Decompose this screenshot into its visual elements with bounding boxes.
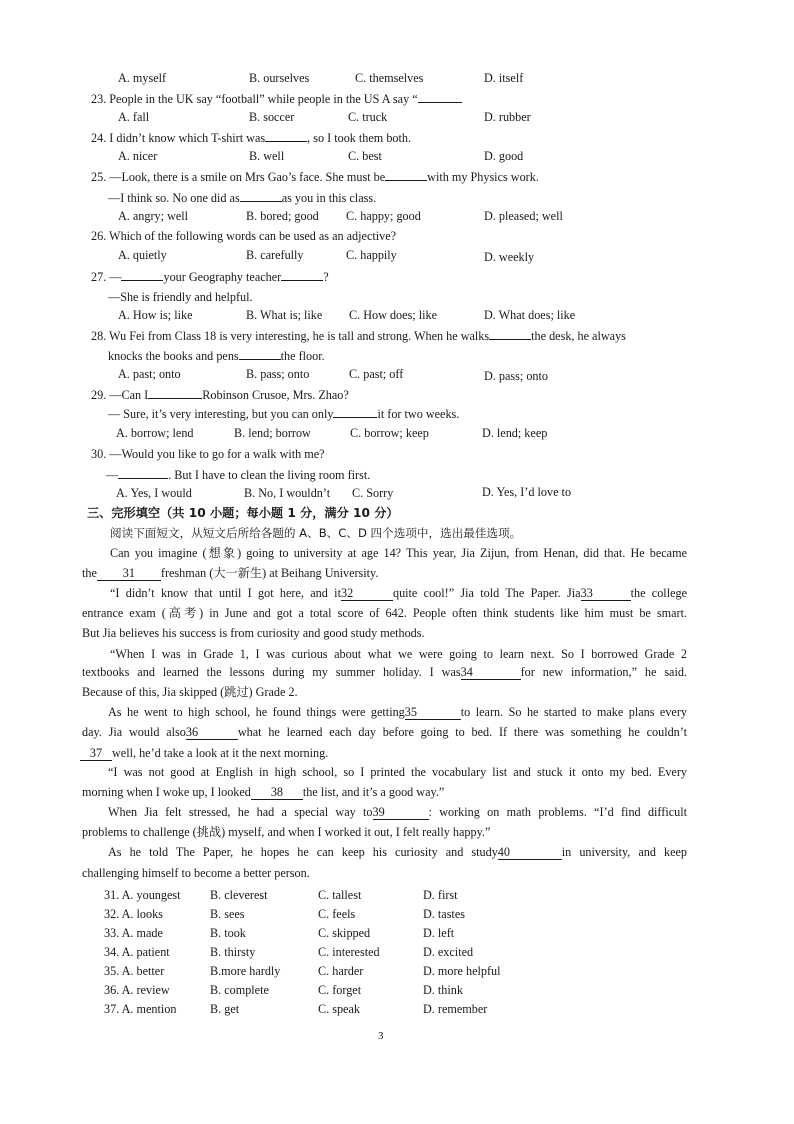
passage-line: 37 well, he’d take a look at it the next morning.	[80, 745, 328, 761]
cloze-option: B. cleverest	[210, 888, 268, 902]
passage-line: morning when I woke up, I looked 38 the list, and it’s a good way.”	[82, 785, 445, 799]
q26-stem: 26. Which of the following words can be used as an adjective?	[91, 229, 397, 243]
option-d: D. itself	[484, 71, 524, 85]
cloze-option: C. tallest	[318, 888, 362, 902]
cloze-option: C. skipped	[318, 926, 371, 940]
q29-stem: 29. —Can I Robinson Crusoe, Mrs. Zhao?	[91, 388, 349, 402]
passage-line: entrance exam (高考) in June and got a total score of 642. People often think students like him must be smart.	[82, 606, 687, 620]
option-c: C. past; off	[349, 367, 404, 381]
blank-number: 35	[405, 706, 461, 720]
option-b: B. ourselves	[249, 71, 310, 85]
cloze-option: C. harder	[318, 964, 364, 978]
section-instruction: 阅读下面短文，从短文后所给各题的 A、B、C、D 四个选项中，选出最佳选项。	[110, 526, 522, 540]
passage-line: the 31 freshman (大一新生) at Beihang University.	[82, 566, 379, 580]
option-d: D. weekly	[484, 250, 535, 264]
option-d: D. pleased; well	[484, 209, 563, 223]
option-c: C. themselves	[355, 71, 424, 85]
q25-reply: —I think so. No one did as as you in this class.	[108, 191, 377, 205]
passage-line: problems to challenge (挑战) myself, and when I worked it out, I felt really happy.”	[82, 825, 491, 839]
blank-number: 33	[581, 587, 631, 601]
answer-blank	[118, 466, 168, 479]
option-c: C. borrow; keep	[350, 426, 429, 440]
blank-number: 36	[186, 726, 238, 740]
cloze-option: C. feels	[318, 907, 356, 921]
cloze-option: D. more helpful	[423, 964, 501, 978]
q30-reply: — . But I have to clean the living room first.	[106, 468, 371, 482]
option-a: A. past; onto	[118, 367, 181, 381]
option-c: C. happy; good	[346, 209, 421, 223]
passage-line: textbooks and learned the lessons during my summer holiday. I was34 for new information,” he said.	[82, 665, 687, 679]
option-b: B. lend; borrow	[234, 426, 311, 440]
q28-stem: 28. Wu Fei from Class 18 is very interesting, he is tall and strong. When he walks the desk, he always	[91, 329, 626, 343]
cloze-option: 32. A. looks	[104, 907, 163, 921]
answer-blank	[265, 129, 307, 142]
cloze-option: B. sees	[210, 907, 245, 921]
q23-stem: 23. People in the UK say “football” while people in the US A say “	[91, 90, 462, 107]
cloze-option: B. thirsty	[210, 945, 256, 959]
cloze-option: 37. A. mention	[104, 1002, 177, 1016]
option-d: D. What does; like	[484, 308, 576, 322]
q30-stem: 30. —Would you like to go for a walk with me?	[91, 447, 325, 461]
option-c: C. Sorry	[352, 486, 394, 500]
option-d: D. lend; keep	[482, 426, 548, 440]
cloze-option: 31. A. youngest	[104, 888, 181, 902]
answer-blank	[418, 90, 462, 103]
cloze-option: B. took	[210, 926, 246, 940]
cloze-option: D. excited	[423, 945, 474, 959]
passage-line: challenging himself to become a better person.	[82, 866, 310, 880]
cloze-option: 33. A. made	[104, 926, 163, 940]
cloze-option: D. first	[423, 888, 458, 902]
option-b: B. bored; good	[246, 209, 319, 223]
passage-line: Can you imagine (想象) going to university at age 14? This year, Jia Zijun, from Henan, did that. He became	[110, 546, 687, 560]
cloze-option: C. forget	[318, 983, 362, 997]
option-b: B. well	[249, 149, 285, 163]
option-c: C. best	[348, 149, 382, 163]
option-b: B. What is; like	[246, 308, 323, 322]
cloze-option: C. speak	[318, 1002, 360, 1016]
option-a: A. Yes, I would	[116, 486, 192, 500]
q24-stem: 24. I didn’t know which T-shirt was , so I took them both.	[91, 131, 412, 145]
passage-line: As he went to high school, he found things were getting35 to learn. So he started to make plans every	[108, 705, 687, 719]
option-c: C. happily	[346, 248, 397, 262]
blank-number: 40	[498, 846, 562, 860]
q27-reply: —She is friendly and helpful.	[108, 290, 253, 304]
cloze-option: B. complete	[210, 983, 269, 997]
passage-line: “I was not good at English in high school, so I printed the vocabulary list and stuck it onto my bed. Every	[108, 765, 687, 779]
option-a: A. myself	[118, 71, 167, 85]
answer-blank	[240, 189, 282, 202]
blank-number: 34	[461, 666, 521, 680]
passage-line: day. Jia would also36 what he learned each day before going to bed. If there was something he couldn’t	[82, 725, 687, 739]
passage-line: “I didn’t know that until I got here, and it32 quite cool!” Jia told The Paper. Jia33 the college	[110, 586, 687, 600]
passage-line: “When I was in Grade 1, I was curious about what we were going to learn next. So I borrowed Grade 2	[110, 647, 687, 661]
passage-line: Because of this, Jia skipped (跳过) Grade 2.	[82, 685, 298, 699]
passage-line: As he told The Paper, he hopes he can keep his curiosity and study40 in university, and keep	[108, 845, 687, 859]
option-b: B. No, I wouldn’t	[244, 486, 331, 500]
option-a: A. How is; like	[118, 308, 193, 322]
option-c: C. How does; like	[349, 308, 438, 322]
option-d: D. pass; onto	[484, 369, 548, 383]
cloze-option: D. think	[423, 983, 463, 997]
cloze-option: D. remember	[423, 1002, 488, 1016]
answer-blank	[148, 386, 202, 399]
option-a: A. nicer	[118, 149, 158, 163]
option-a: A. angry; well	[118, 209, 189, 223]
answer-blank	[489, 327, 531, 340]
blank-number: 39	[373, 806, 429, 820]
q27-stem: 27. — your Geography teacher ?	[91, 270, 329, 284]
option-d: D. rubber	[484, 110, 531, 124]
section-title: 三、完形填空（共 10 小题；每小题 1 分，满分 10 分）	[87, 506, 399, 520]
cloze-option: 36. A. review	[104, 983, 170, 997]
cloze-option: 34. A. patient	[104, 945, 170, 959]
option-a: A. quietly	[118, 248, 167, 262]
option-a: A. borrow; lend	[116, 426, 194, 440]
cloze-option: B. get	[210, 1002, 240, 1016]
blank-number: 31	[97, 567, 161, 581]
blank-number: 32	[341, 587, 393, 601]
blank-number: 38	[251, 786, 303, 800]
cloze-option: B.more hardly	[210, 964, 281, 978]
answer-blank	[385, 168, 427, 181]
answer-blank	[239, 347, 281, 360]
option-b: B. soccer	[249, 110, 295, 124]
answer-blank	[333, 405, 377, 418]
option-b: B. pass; onto	[246, 367, 310, 381]
q25-stem: 25. —Look, there is a smile on Mrs Gao’s face. She must be with my Physics work.	[91, 170, 539, 184]
answer-blank	[121, 268, 163, 281]
q28-stem-cont: knocks the books and pens the floor.	[108, 349, 325, 363]
answer-blank	[281, 268, 323, 281]
option-d: D. good	[484, 149, 524, 163]
blank-number: 37	[80, 747, 112, 761]
option-c: C. truck	[348, 110, 388, 124]
cloze-option: D. tastes	[423, 907, 465, 921]
cloze-option: D. left	[423, 926, 455, 940]
option-a: A. fall	[118, 110, 150, 124]
option-b: B. carefully	[246, 248, 304, 262]
cloze-option: 35. A. better	[104, 964, 165, 978]
cloze-option: C. interested	[318, 945, 380, 959]
passage-line: But Jia believes his success is from curiosity and good study methods.	[82, 626, 425, 640]
page-number: 3	[378, 1030, 384, 1042]
passage-line: When Jia felt stressed, he had a special way to39 : working on math problems. “I’d find difficult	[108, 805, 687, 819]
q29-reply: — Sure, it’s very interesting, but you can only it for two weeks.	[108, 407, 460, 421]
option-d: D. Yes, I’d love to	[482, 485, 572, 499]
